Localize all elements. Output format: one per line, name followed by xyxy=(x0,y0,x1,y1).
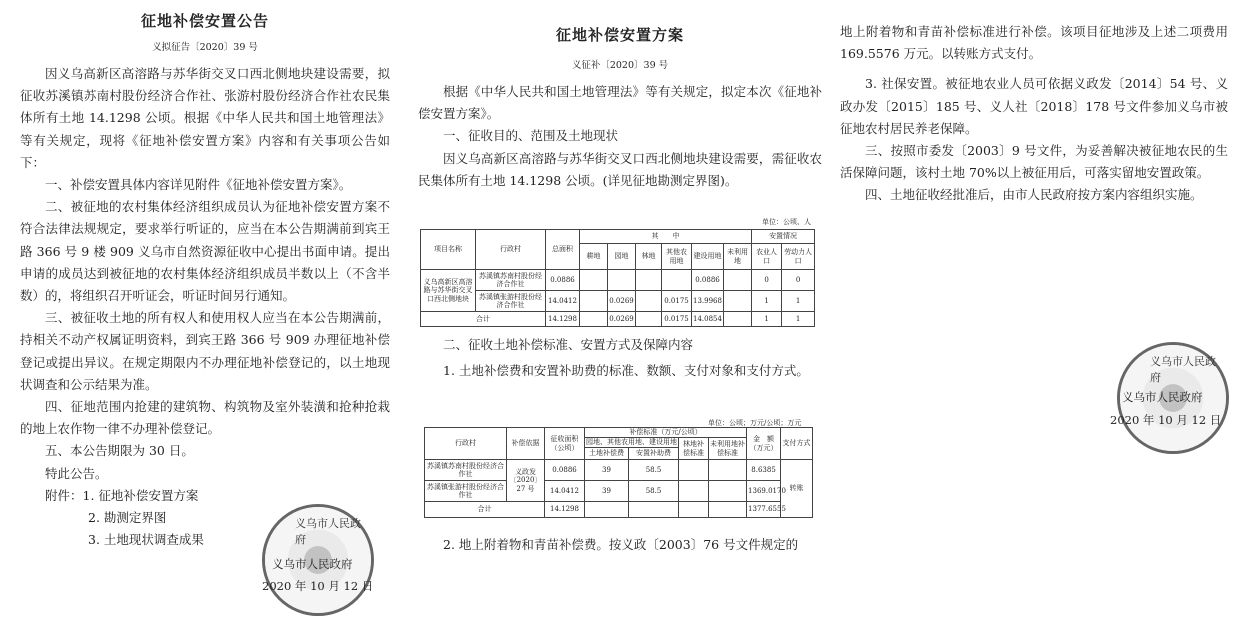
table1-col-header: 建设用地 xyxy=(692,244,724,270)
table1-col-header: 园地 xyxy=(608,244,636,270)
table-cell: 14.1298 xyxy=(545,502,585,518)
plan-section-3: 三、按照市委发〔2003〕9 号文件，为妥善解决被征地农民的生活保障问题，该村土地 70%以上被征用后，可落实留地安置政策。 xyxy=(840,143,1228,181)
table-cell: 1 xyxy=(782,291,815,312)
table-row xyxy=(425,460,813,481)
table-cell: 0.0175 xyxy=(662,312,692,327)
notice-closing: 特此公告。 xyxy=(45,465,108,481)
land-status-table xyxy=(420,229,815,327)
table-cell: 14.0412 xyxy=(545,481,585,502)
table-cell: 苏溪镇张游村股份经济合作社 xyxy=(476,291,546,312)
table1-project-name: 义乌高新区高溶路与苏华街交叉口西北侧地块 xyxy=(421,270,476,312)
table-cell: 1377.6555 xyxy=(747,502,781,518)
table-cell xyxy=(724,270,752,291)
table-cell: 0 xyxy=(782,270,815,291)
table2-header-forest: 林地补偿标准 xyxy=(679,438,709,460)
table2-header-standard: 补偿标准（万元/公顷） xyxy=(585,428,747,438)
table-cell xyxy=(608,270,636,291)
table-cell: 14.1298 xyxy=(546,312,580,327)
notice-title: 征地补偿安置公告 xyxy=(140,12,269,30)
table-cell: 0.0269 xyxy=(608,312,636,327)
table-cell xyxy=(580,270,608,291)
table2-header-settle-fee: 安置补助费 xyxy=(629,448,679,460)
notice-paragraph-1: 因义乌高新区高溶路与苏华街交叉口西北侧地块建设需要，拟征收苏溪镇苏南村股份经济合作社、张游村股份经济合作社农民集体所有土地 14.1298 公顷。根据《中华人民共和国土地管理法》等有关规定，现将《征地补偿安置方案》内容和有关事项公告如下： xyxy=(20,66,390,170)
notice-seal-text: 义乌市人民政府 xyxy=(295,517,361,546)
table1-col-header: 林地 xyxy=(636,244,662,270)
notice-signature: 义乌市人民政府 xyxy=(272,557,353,571)
compensation-table xyxy=(424,427,813,518)
table-cell: 1369.0170 xyxy=(747,481,781,502)
plan-column xyxy=(418,0,822,192)
plan-social-security: 3. 社保安置。被征地农业人员可依据义政发〔2014〕54 号、义政办发〔2015〕185 号、义人社〔2018〕178 号文件参加义乌市被征地农村居民养老保障。 xyxy=(840,76,1228,136)
table2-header-land-fee: 土地补偿费 xyxy=(585,448,629,460)
table-cell: 8.6385 xyxy=(747,460,781,481)
table-total-row xyxy=(425,502,813,518)
notice-paragraph-2: 一、补偿安置具体内容详见附件《征地补偿安置方案》。 xyxy=(45,177,352,193)
table-total-row xyxy=(421,312,815,327)
table-cell xyxy=(580,312,608,327)
plan-date: 2020 年 10 月 12 日 xyxy=(1110,413,1222,427)
table-cell xyxy=(709,502,747,518)
table1-col-header: 未利用地 xyxy=(724,244,752,270)
plan-section-1-text: 因义乌高新区高溶路与苏华街交叉口西北侧地块建设需要，需征收农民集体所有土地 14.1298 公顷。(详见征地勘测定界图)。 xyxy=(418,150,822,188)
table-cell: 39 xyxy=(585,481,629,502)
plan-doc-number: 义征补〔2020〕39 号 xyxy=(571,60,669,71)
notice-date: 2020 年 10 月 12 日 xyxy=(262,579,374,593)
table-cell xyxy=(679,502,709,518)
table2-header-pay: 支付方式 xyxy=(781,428,813,460)
table-cell xyxy=(636,312,662,327)
table-cell xyxy=(679,481,709,502)
plan-signature: 义乌市人民政府 xyxy=(1122,390,1203,404)
table-cell xyxy=(724,291,752,312)
table-row xyxy=(421,291,815,312)
table1-header-project: 项目名称 xyxy=(421,230,476,270)
table-cell: 1 xyxy=(782,312,815,327)
table-cell: 58.5 xyxy=(629,460,679,481)
table-cell: 苏溪镇苏南村股份经济合作社 xyxy=(476,270,546,291)
table1-header-total: 总面积 xyxy=(546,230,580,270)
table-cell xyxy=(709,481,747,502)
table-cell: 0.0269 xyxy=(608,291,636,312)
table2-header-amount: 金 额（万元） xyxy=(747,428,781,460)
notice-attachment-1: 附件：1. 征地补偿安置方案 xyxy=(45,487,199,503)
table-cell: 13.9968 xyxy=(692,291,724,312)
table-cell: 39 xyxy=(585,460,629,481)
table-cell xyxy=(585,502,629,518)
table1-col-header: 农业人口 xyxy=(752,244,782,270)
plan-continued-column xyxy=(840,21,1228,207)
plan-section-4: 四、土地征收经批准后，由市人民政府按方案内容组织实施。 xyxy=(865,187,1203,203)
table-cell xyxy=(636,291,662,312)
notice-column xyxy=(20,0,390,551)
table2-header-basis: 补偿依据 xyxy=(507,428,545,460)
table-row xyxy=(421,270,815,291)
table-cell xyxy=(662,270,692,291)
plan-section-2-item-2: 2. 地上附着物和青苗补偿费。按义政〔2003〕76 号文件规定的 xyxy=(443,537,799,552)
table-cell: 1 xyxy=(752,291,782,312)
table-cell: 14.0854 xyxy=(692,312,724,327)
table1-header-of-which: 其 中 xyxy=(580,230,752,244)
table-cell xyxy=(629,502,679,518)
plan-intro: 根据《中华人民共和国土地管理法》等有关规定，拟定本次《征地补偿安置方案》。 xyxy=(418,84,822,122)
table-cell: 1 xyxy=(752,312,782,327)
plan-section-2-heading: 二、征收土地补偿标准、安置方式及保障内容 xyxy=(443,337,694,352)
table2-unit: 单位：公顷；万元/公顷；万元 xyxy=(708,419,802,427)
table2-header-area: 征收面积（公顷） xyxy=(545,428,585,460)
table2-header-unused: 未利用地补偿标准 xyxy=(709,438,747,460)
table2-header-village: 行政村 xyxy=(425,428,507,460)
notice-paragraph-4: 三、被征收土地的所有权人和使用权人应当在本公告期满前，持相关不动产权属证明资料，到宾王路 366 号 909 办理征地补偿登记或提出异议。在规定期限内不办理征地补偿登记的，以土地现状调查和公示结果为准。 xyxy=(20,310,390,392)
table-cell: 14.0412 xyxy=(546,291,580,312)
table-cell: 0.0886 xyxy=(546,270,580,291)
plan-seal-text: 义乌市人民政府 xyxy=(1150,355,1216,384)
table-cell xyxy=(709,460,747,481)
table1-header-village: 行政村 xyxy=(476,230,546,270)
table-row xyxy=(425,481,813,502)
table-cell: 0 xyxy=(752,270,782,291)
table-cell xyxy=(580,291,608,312)
table-cell: 0.0886 xyxy=(692,270,724,291)
plan-continued-text: 地上附着物和青苗补偿标准进行补偿。该项目征地涉及上述二项费用 169.5576 万元。以转账方式支付。 xyxy=(840,24,1228,62)
plan-section-2-item-1: 1. 土地补偿费和安置补助费的标准、数额、支付对象和支付方式。 xyxy=(443,363,809,378)
notice-doc-number: 义拟征告〔2020〕39 号 xyxy=(152,42,258,53)
table-cell xyxy=(679,460,709,481)
table1-col-header: 耕地 xyxy=(580,244,608,270)
table-cell: 58.5 xyxy=(629,481,679,502)
notice-paragraph-5: 四、征地范围内抢建的建筑物、构筑物及室外装潢和抢种抢栽的地上农作物一律不办理补偿登记。 xyxy=(20,399,390,437)
notice-paragraph-3: 二、被征地的农村集体经济组织成员认为征地补偿安置方案不符合法律法规规定，要求举行听证的，应当在本公告期满前到宾王路 366 号 9 楼 909 义乌市自然资源征收中心提出书面申请。提出申请的成员达到被征地的农村集体经济组织成员半数以上（不含半数）的，将组织召开听证会，听证时间另行通知。 xyxy=(20,199,390,304)
table1-unit: 单位：公顷、人 xyxy=(762,218,811,226)
table1-col-header: 其他农用地 xyxy=(662,244,692,270)
table-cell: 0.0886 xyxy=(545,460,585,481)
plan-section-1-heading: 一、征收目的、范围及土地现状 xyxy=(443,128,619,144)
table-cell: 0.0175 xyxy=(662,291,692,312)
table1-header-resettle: 安置情况 xyxy=(752,230,815,244)
table2-pay-method: 转账 xyxy=(781,460,813,518)
table-cell xyxy=(724,312,752,327)
notice-attachment-3: 3. 土地现状调查成果 xyxy=(88,532,204,548)
notice-attachment-2: 2. 勘测定界图 xyxy=(88,510,167,526)
table-cell: 苏溪镇张游村股份经济合作社 xyxy=(425,481,507,502)
table2-basis: 义政发〔2020〕27 号 xyxy=(507,460,545,502)
table2-header-std-sub: 园地、其他农用地、建设用地 xyxy=(586,438,677,447)
table-cell: 苏溪镇苏南村股份经济合作社 xyxy=(425,460,507,481)
plan-title: 征地补偿安置方案 xyxy=(555,26,684,44)
table-cell xyxy=(636,270,662,291)
table1-col-header: 劳动力人口 xyxy=(782,244,815,270)
notice-paragraph-6: 五、本公告期限为 30 日。 xyxy=(45,443,194,459)
table-cell: 合计 xyxy=(425,502,545,518)
table-cell: 合计 xyxy=(421,312,546,327)
